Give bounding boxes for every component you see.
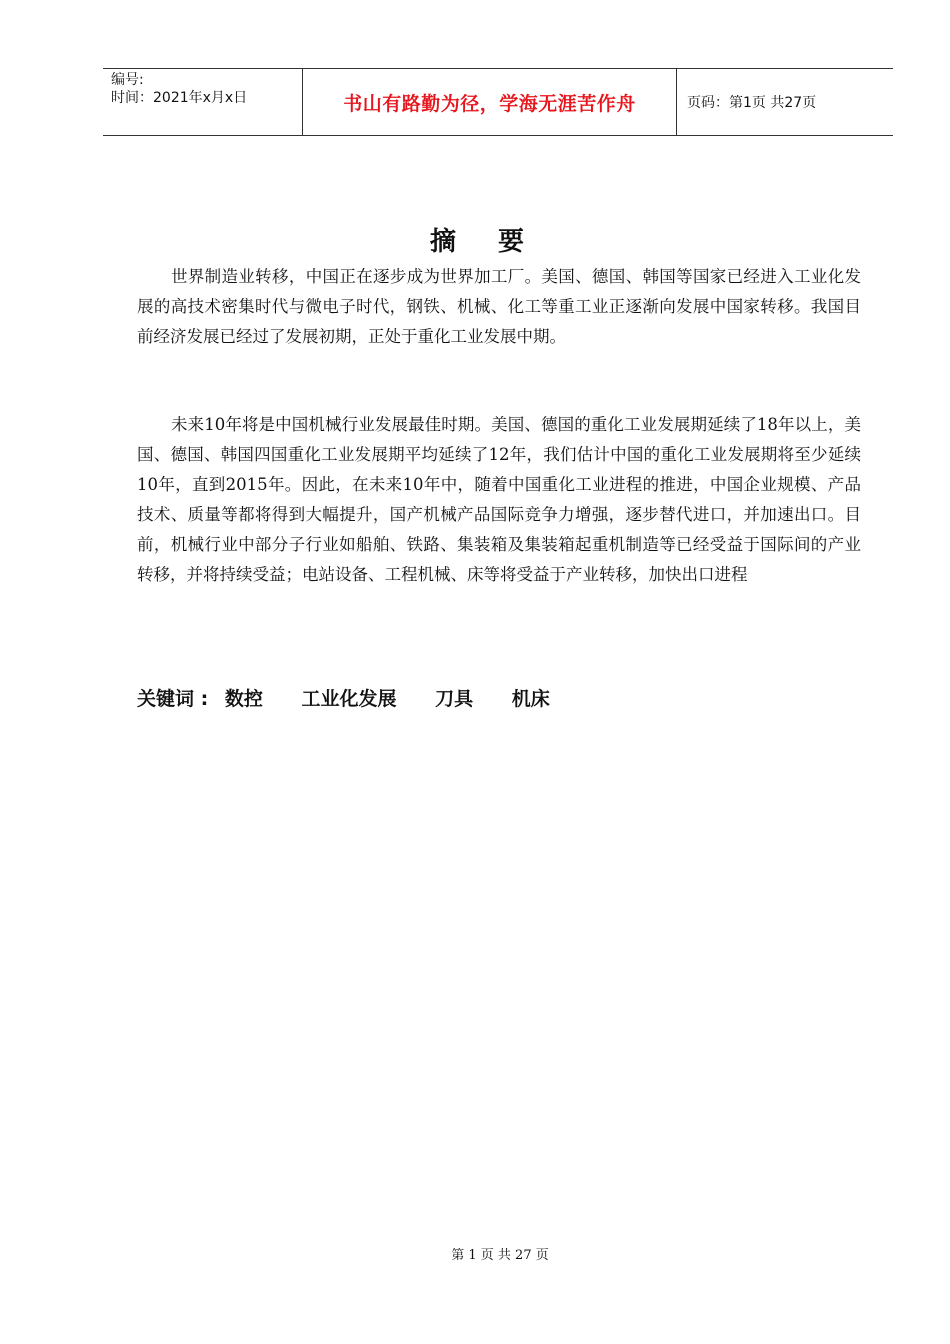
header-meta <box>103 69 303 135</box>
page-footer: 第 1 页 共 27 页 <box>451 1248 549 1263</box>
keyword-item: 工业化发展 <box>301 688 397 710</box>
header-motto-cell <box>303 69 677 135</box>
header-page-info-cell <box>677 69 893 135</box>
serial-label: 编号: <box>111 72 144 88</box>
paragraph-1: 世界制造业转移，中国正在逐步成为世界加工厂。美国、德国、韩国等国家已经进入工业化发展的高技术密集时代与微电子时代，钢铁、机械、化工等重工业正逐渐向发展中国家转移。我国目前经济发展已经过了发展初期，正处于重化工业发展中期。 <box>137 267 861 346</box>
header-page-info: 页码：第1页 共27页 <box>687 95 817 111</box>
document-title: 摘要 <box>429 227 566 257</box>
paragraph-2: 未来10年将是中国机械行业发展最佳时期。美国、德国的重化工业发展期延续了18年以上，美国、德国、韩国四国重化工业发展期平均延续了12年，我们估计中国的重化工业发展期将至少延续10年，直到2015年。因此，在未来10年中，随着中国重化工业进程的推进，中国企业规模、产品技术、质量等都将得到大幅提升，国产机械产品国际竞争力增强，逐步替代进口，并加速出口。目前，机械行业中部分子行业如船舶、铁路、集装箱及集装箱起重机制造等已经受益于国际间的产业转移，并将持续受益；电站设备、工程机械、床等将受益于产业转移，加快出口进程 <box>137 415 861 584</box>
page-header <box>103 68 893 136</box>
keywords-line <box>137 684 582 714</box>
time-label: 时间：2021年x月x日 <box>111 90 248 106</box>
header-motto: 书山有路勤为径，学海无涯苦作舟 <box>343 92 636 115</box>
keywords-label: 关键词 : <box>137 688 209 710</box>
keyword-item: 数控 <box>224 688 263 710</box>
keyword-item: 机床 <box>511 688 550 710</box>
keyword-item: 刀具 <box>435 688 474 710</box>
